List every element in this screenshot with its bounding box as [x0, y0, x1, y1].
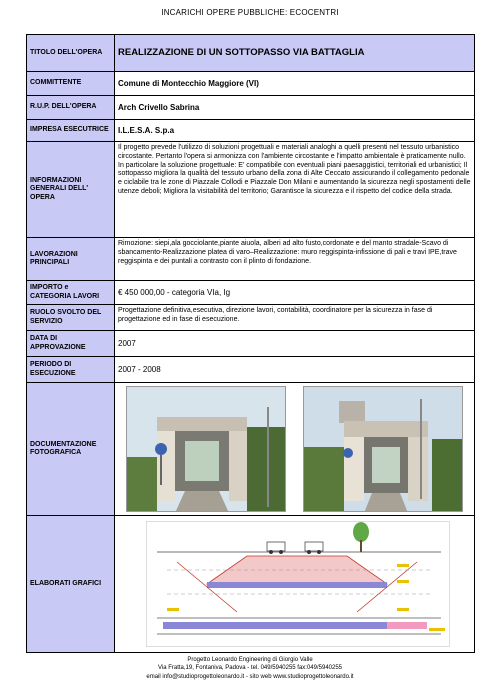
row-documentazione: [27, 383, 474, 516]
drawing-area: [115, 516, 474, 652]
label-impresa: IMPRESA ESECUTRICE: [27, 120, 115, 141]
value-rup: Arch Crivello Sabrina: [118, 102, 200, 112]
value-importo: € 450 000,00 - categoria VIa, Ig: [118, 287, 231, 297]
footer-contacts: email info@studioprogettoleonardo.it - sito web www.studioprogettoleonardo.it: [146, 673, 354, 680]
row-titolo: [27, 35, 474, 72]
value-impresa: I.L.E.S.A. S.p.a: [118, 125, 175, 135]
photo-area: [115, 383, 474, 515]
label-data: DATA DI APPROVAZIONE: [27, 331, 115, 356]
label-periodo: PERIODO DI ESECUZIONE: [27, 357, 115, 382]
row-elaborati: [27, 516, 474, 652]
row-impresa: [27, 120, 474, 142]
label-committente: COMMITTENTE: [27, 72, 115, 95]
label-ruolo: RUOLO SVOLTO DEL SERVIZIO: [27, 305, 115, 330]
row-committente: [27, 72, 474, 96]
label-importo: IMPORTO e CATEGORIA LAVORI: [27, 281, 115, 304]
row-rup: [27, 96, 474, 120]
page-footer: [0, 656, 500, 681]
label-informazioni: INFORMAZIONI GENERALI DELL' OPERA: [27, 142, 115, 237]
label-lavorazioni: LAVORAZIONI PRINCIPALI: [27, 238, 115, 280]
value-titolo: REALIZZAZIONE DI UN SOTTOPASSO VIA BATTAGLIA: [115, 35, 474, 71]
row-data: [27, 331, 474, 357]
page-header: INCARICHI OPERE PUBBLICHE: ECOCENTRI: [161, 8, 339, 17]
photo-underpass-2: [303, 386, 463, 512]
row-importo: [27, 281, 474, 305]
photo-underpass-1: [126, 386, 286, 512]
value-lavorazioni: Rimozione: siepi,ala gocciolante,piante aiuola, alberi ad alto fusto,cordonate e del manto stradale-Scavo di sbancamento-Realizzazione platea di varo–Realizzazione: muro reggispinta-infissione di pali e travi IPE,trave reggispinta e dei puntali a contrasto con il plinto di fondazione.: [118, 240, 457, 265]
technical-drawing: [146, 521, 450, 647]
row-periodo: [27, 357, 474, 383]
footer-company: Progetto Leonardo Engineering di Giorgio Valle: [187, 657, 313, 663]
row-informazioni: [27, 142, 474, 238]
footer-address: Via Fratta,19, Fontaniva, Padova - tel. 049/5940255 fax:049/5940255: [157, 665, 343, 672]
value-committente: Comune di Montecchio Maggiore (VI): [118, 78, 259, 88]
row-ruolo: [27, 305, 474, 331]
label-documentazione: DOCUMENTAZIONE FOTOGRAFICA: [27, 383, 115, 515]
value-data: 2007: [118, 338, 136, 348]
project-sheet: [26, 34, 475, 653]
row-lavorazioni: [27, 238, 474, 281]
value-informazioni: Il progetto prevede l'utilizzo di soluzioni progettuali e materiali analoghi a quelli presenti nel tessuto urbanistico circostante. Pertanto l'opera si armonizza con l'ambiente circostante e l'impatto ambientale è praticamente nullo. In particolare la soluzione progettuale: E' compatibile con eventuali piani paesaggistici, territoriali ed urbanistici; Il sottopasso migliora la qualità del tessuto urbano della zona di Alte Ceccato assicurando il collegamento pedonale e ciclabile tra le zone di Piazzale Collodi e Piazzale Don Milani e aumentando la sicurezza negli spostamenti delle utenze deboli; Migliora la visitabilità del territorio; Garantisce la sicurezza e il rispetto del codice della strada.: [118, 144, 471, 195]
value-ruolo: Progettazione definitiva,esecutiva, direzione lavori, contabilità, coordinatore per la sicurezza in fase di progettazione ed in fase di esecuzione.: [118, 307, 433, 323]
label-titolo: TITOLO DELL'OPERA: [27, 35, 115, 71]
label-rup: R.U.P. DELL'OPERA: [27, 96, 115, 119]
label-elaborati: ELABORATI GRAFICI: [27, 516, 115, 652]
value-periodo: 2007 - 2008: [118, 364, 161, 374]
